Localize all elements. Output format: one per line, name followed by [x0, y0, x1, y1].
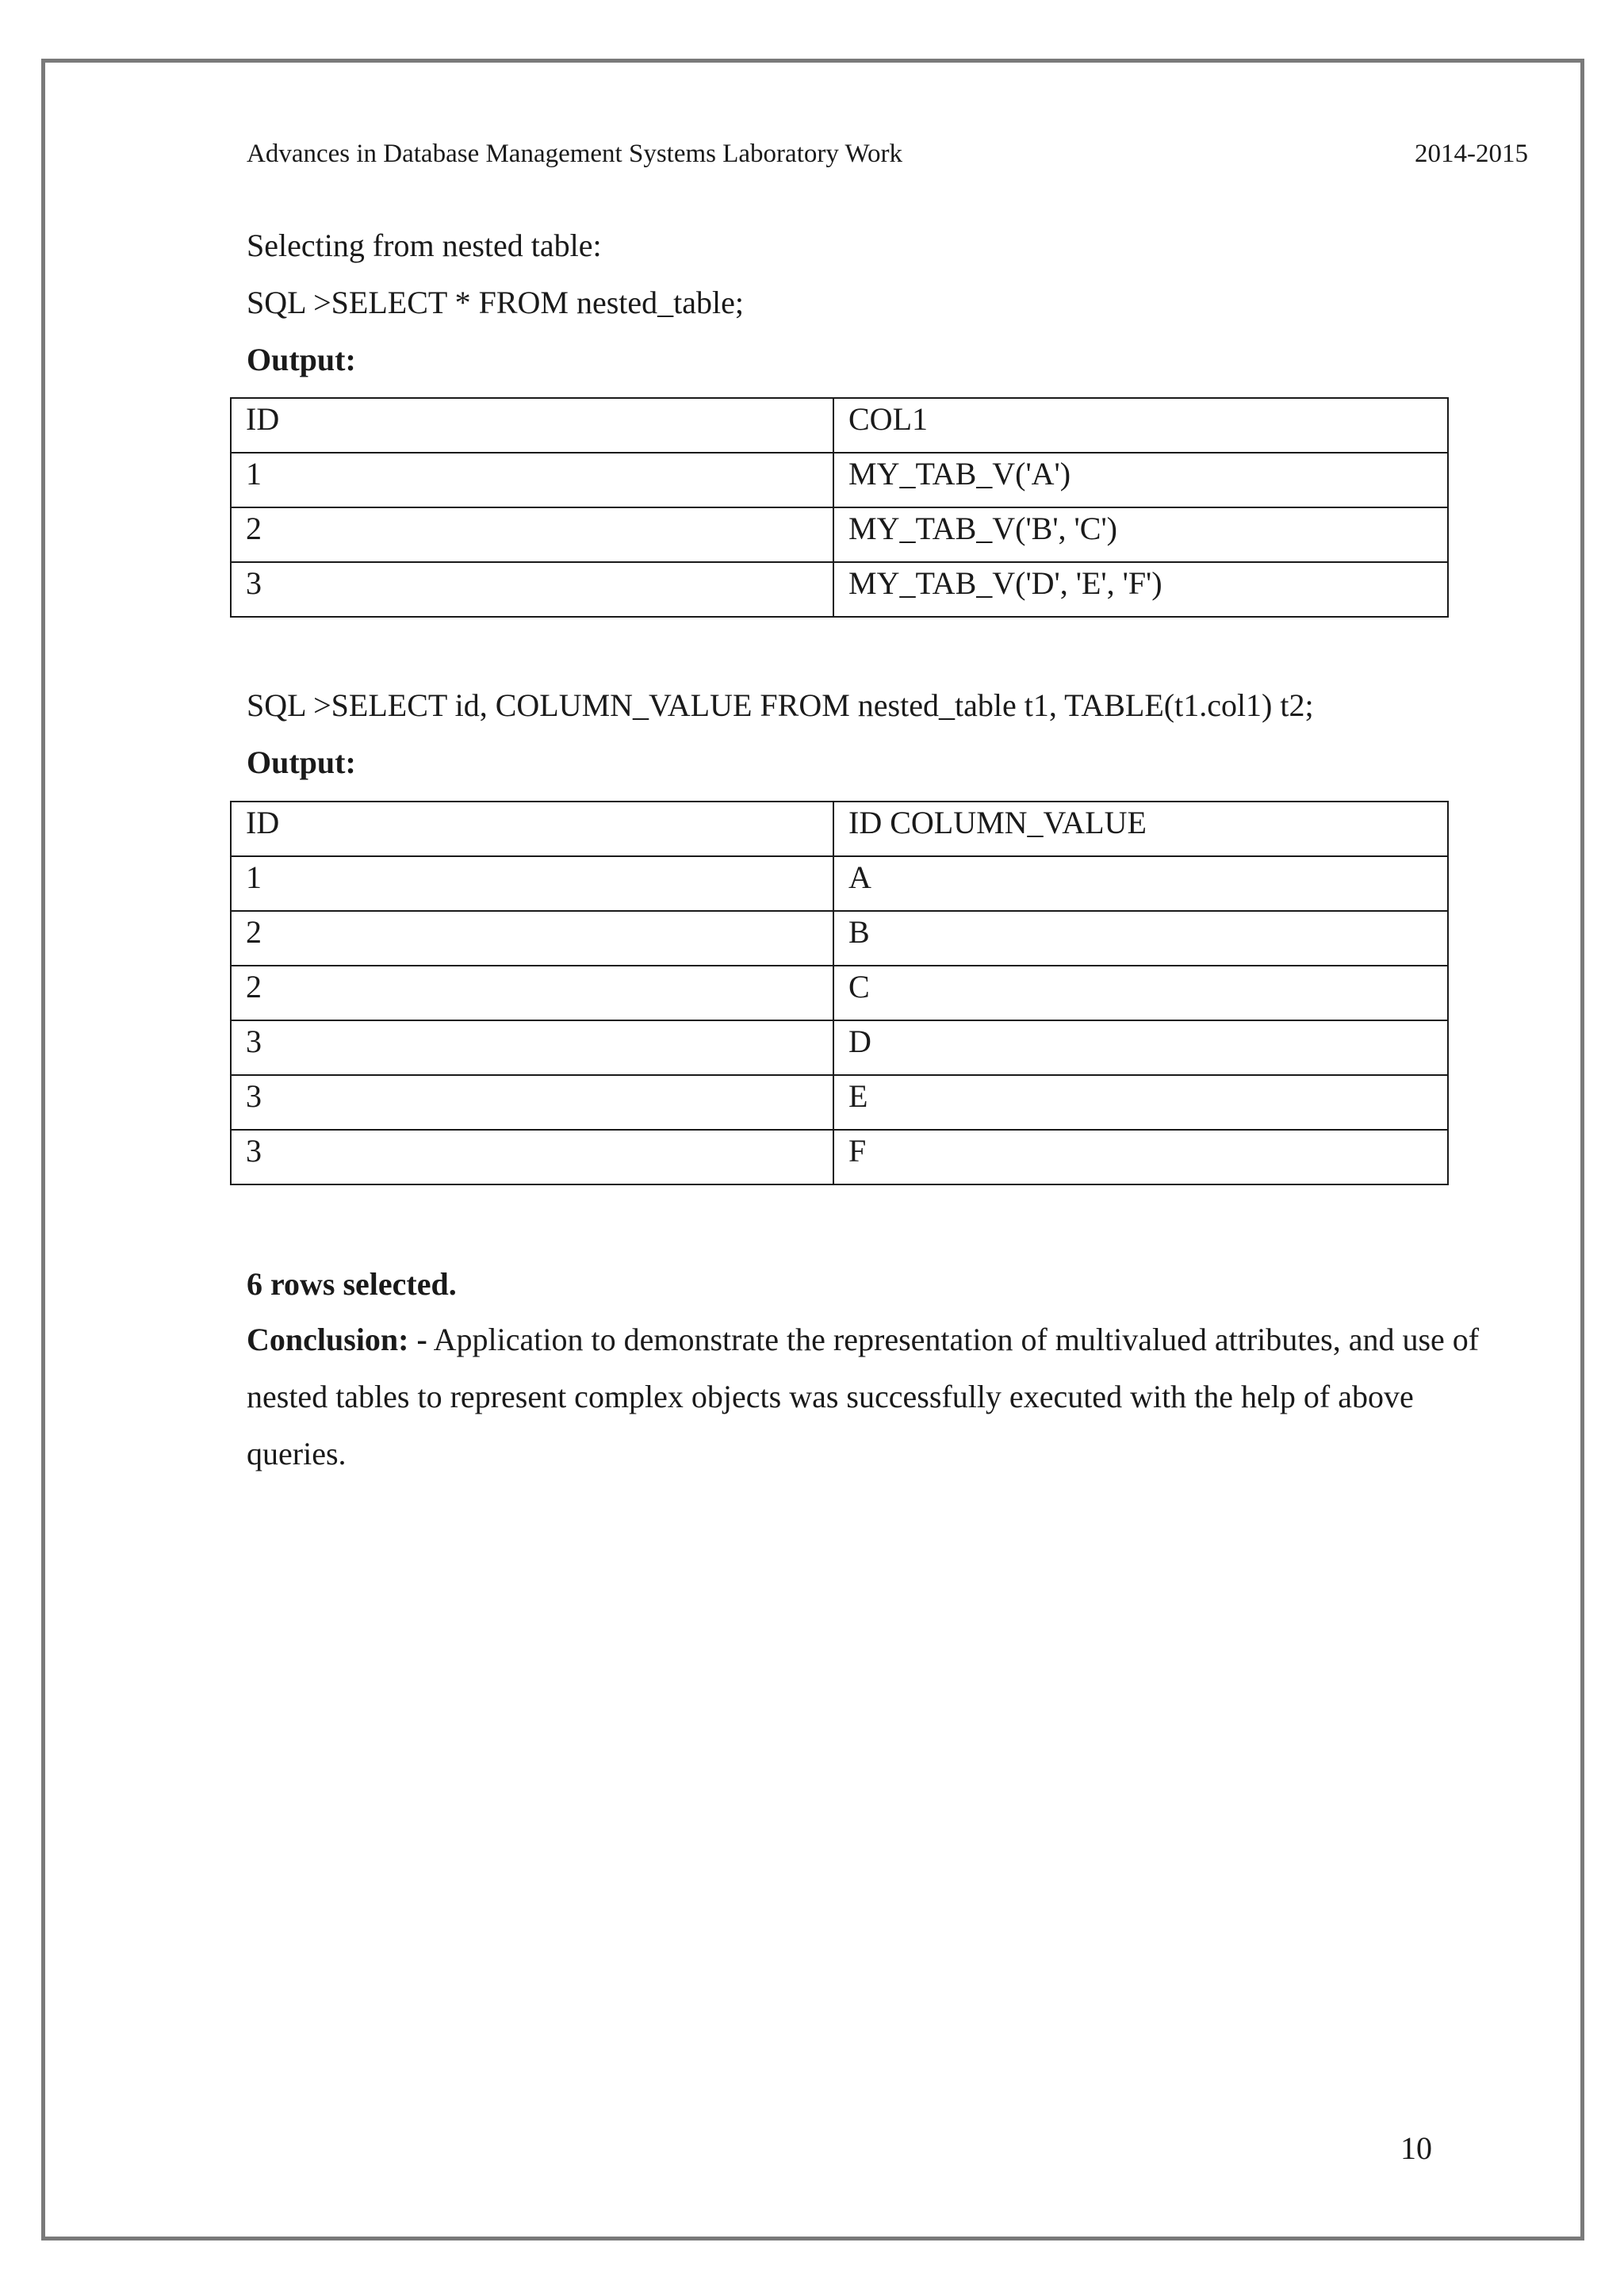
table-header-cell: ID — [231, 802, 833, 856]
section1-intro: Selecting from nested table: — [247, 228, 602, 263]
table-header-cell: ID COLUMN_VALUE — [833, 802, 1448, 856]
table-row — [231, 966, 1448, 1020]
table-cell: A — [833, 856, 1448, 911]
header-year: 2014-2015 — [1415, 140, 1528, 168]
table-cell: 3 — [231, 562, 833, 617]
section1-output-label: Output: — [247, 342, 356, 377]
section2-output-label: Output: — [247, 744, 356, 780]
table-cell: 3 — [231, 1075, 833, 1130]
table-row — [231, 1020, 1448, 1075]
table-row — [231, 507, 1448, 562]
table-header-row — [231, 802, 1448, 856]
table-cell: C — [833, 966, 1448, 1020]
table-row — [231, 856, 1448, 911]
table-cell: 1 — [231, 453, 833, 507]
table-row — [231, 1130, 1448, 1184]
table-header-cell: ID — [231, 398, 833, 453]
rows-selected-text: 6 rows selected. — [247, 1266, 457, 1302]
page-number: 10 — [1400, 2130, 1432, 2166]
table-cell: D — [833, 1020, 1448, 1075]
table-cell: 1 — [231, 856, 833, 911]
conclusion-text: Application to demonstrate the representation of multivalued attributes, and use of nested tables to represent complex objects was successfully executed with the help of above queries. — [247, 1322, 1480, 1471]
table-row — [231, 1075, 1448, 1130]
header-title: Advances in Database Management Systems Laboratory Work — [247, 140, 902, 168]
table-cell: 3 — [231, 1130, 833, 1184]
section2-query: SQL >SELECT id, COLUMN_VALUE FROM nested_table t1, TABLE(t1.col1) t2; — [247, 687, 1314, 723]
table-cell: 2 — [231, 911, 833, 966]
table-cell: E — [833, 1075, 1448, 1130]
table-header-row — [231, 398, 1448, 453]
table-cell: MY_TAB_V('A') — [833, 453, 1448, 507]
table-header-cell: COL1 — [833, 398, 1448, 453]
table-cell: 2 — [231, 507, 833, 562]
table-row — [231, 911, 1448, 966]
section1-query: SQL >SELECT * FROM nested_table; — [247, 285, 744, 320]
column-value-output — [230, 801, 1449, 1185]
table-cell: B — [833, 911, 1448, 966]
table-row — [231, 562, 1448, 617]
table-row — [231, 453, 1448, 507]
table-cell: MY_TAB_V('D', 'E', 'F') — [833, 562, 1448, 617]
conclusion-paragraph — [247, 1311, 1484, 1483]
table-cell: F — [833, 1130, 1448, 1184]
table-cell: 2 — [231, 966, 833, 1020]
table-cell: 3 — [231, 1020, 833, 1075]
nested-table-output — [230, 397, 1449, 618]
conclusion-label: Conclusion: - — [247, 1322, 427, 1357]
table-cell: MY_TAB_V('B', 'C') — [833, 507, 1448, 562]
